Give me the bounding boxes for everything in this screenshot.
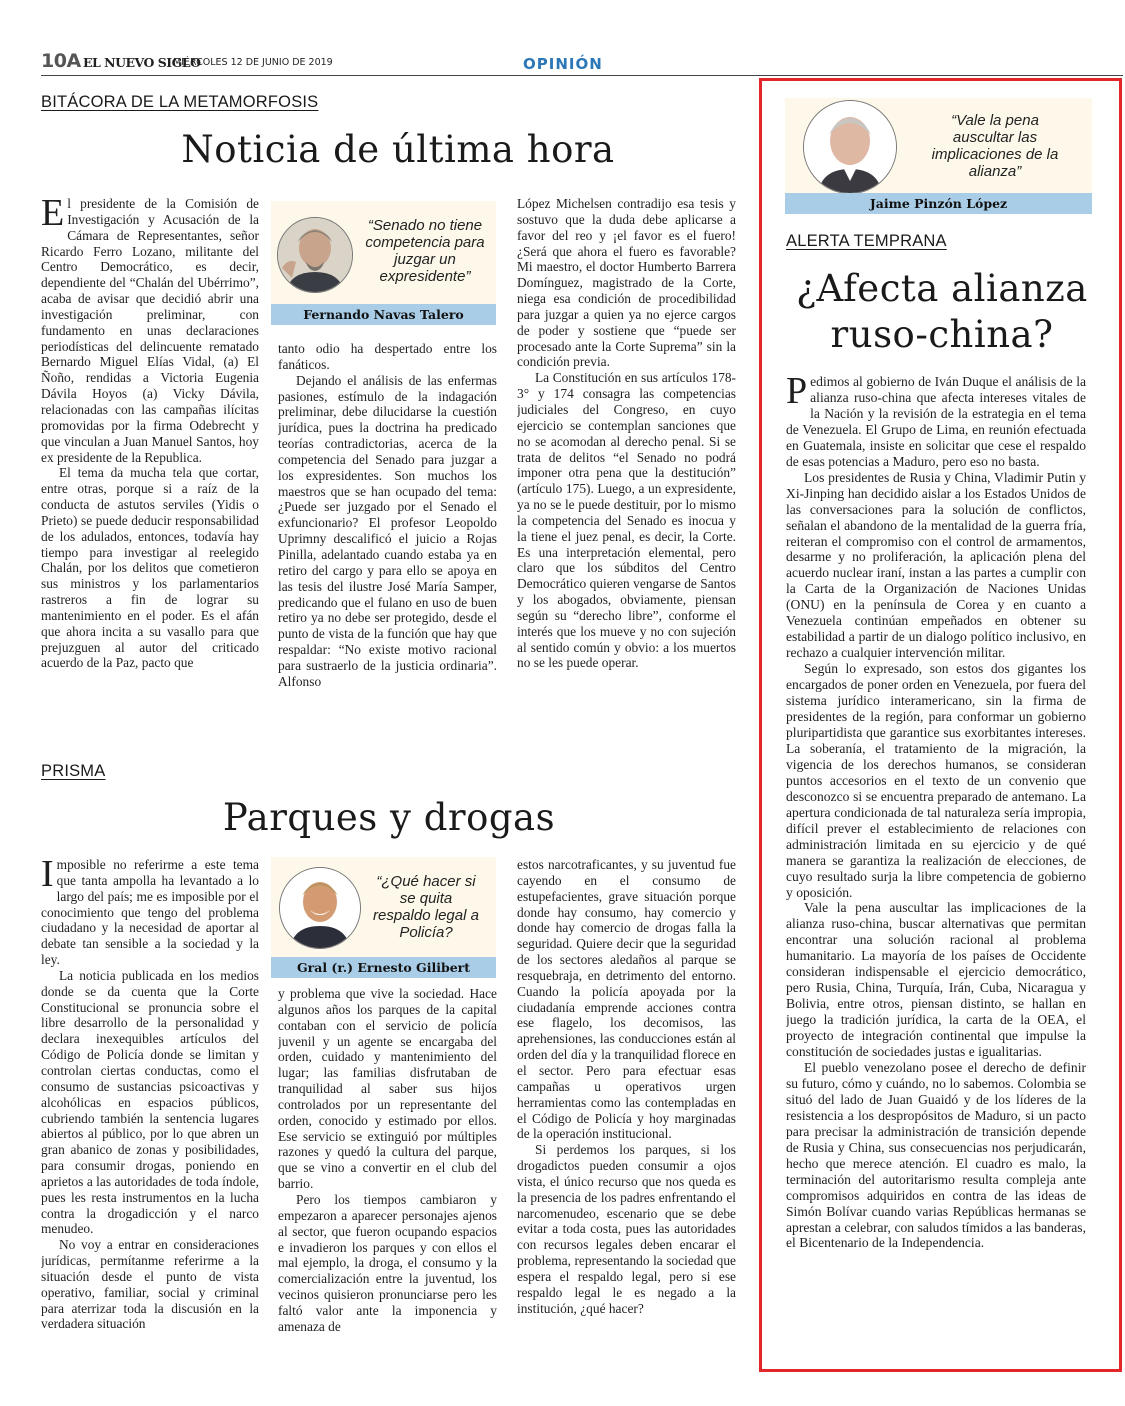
article1-kicker: BITÁCORA DE LA METAMORFOSIS xyxy=(41,93,319,111)
article3-paragraph: Según lo expresado, son estos dos gigantes los encargados de poner orden en Venezuela, por fuera del sistema jurídico interamericano, sin la firma de presidentes de la región, para conformar un gobierno pluripartidista que garantice sus exorbitantes intereses. La soberanía, el tratamiento de la migración, la vigencia de los derechos humanos, se consideran puntos accesorios en el texto de un convenio que desconozco si se encuentra preparado de antemano. La apertura condicionada de tal naturaleza sería impropia, difícil prever el establecimiento de relaciones con administración limitada en su ejercicio y de qué manera se garantiza la realización de elecciones, de cuyo resultado surja la libre competencia de gobierno y oposición. xyxy=(786,661,1086,900)
article2-author-name: Gral (r.) Ernesto Gilibert xyxy=(271,957,496,978)
article2-pull-quote: “¿Qué hacer si se quita respaldo legal a Policía? xyxy=(373,873,479,941)
page-number: 10A xyxy=(41,50,81,72)
author-portrait-image xyxy=(278,218,352,292)
article1-col1-paragraph: El tema da mucha tela que cortar, entre otras, porque si a raíz de la conducta de astutos serviles (Yidis o Prieto) se puede deducir responsabilidad de los adulados, entonces, todavía hay tiempo para investigar al reelegido Chalán, por los delitos que cometieron sus ministros y los parlamentarios rastreros a fin de lograr su mantenimiento en el poder. Es el afán que ahora incita a su vasallo para que prejuzguen al autor del criticado acuerdo de la Paz, pacto que xyxy=(41,465,259,671)
dropcap: I xyxy=(41,857,54,895)
dropcap: E xyxy=(41,196,65,234)
article2-col3-paragraph: Si perdemos los parques, si los drogadictos pueden consumir a ojos vista, el único recurso que nos queda es la presencia de los padres enfrentando el narcomenudeo, escenario que se debe evitar a toda costa, pues las autoridades con recursos legales deben encarar el problema, representando la sociedad que espera el respaldo legal, pero si ese respaldo legal le es negado a la institución, ¿qué hacer? xyxy=(517,1142,736,1316)
article2-col1-paragraph: No voy a entrar en consideraciones jurídicas, permítanme referirme a la situación desde el punto de vista operativo, familiar, social y criminal para aterrizar toda la discusión en la verdadera situación xyxy=(41,1237,259,1332)
article3-paragraph: El pueblo venezolano posee el derecho de definir su futuro, cómo y cuándo, no lo sabemos. Colombia se situó del lado de Juan Guaidó y de los líderes de la resistencia a los despropósitos de Maduro, si un pacto para precisar la administración de transición depende de Rusia y China, sus consecuencias nos perjudicarán, hecho que merece atención. El cuadro es malo, la terminación del autoritarismo resulta compleja ante compromisos adquiridos en contra de las ideas de Simón Bolívar cuando varias Repúblicas hermanas se aprestan a celebrar, con saludos tímidos a las banderas, el Bicentenario de la Independencia. xyxy=(786,1059,1086,1251)
article3-author-box xyxy=(785,98,1092,214)
article1-column-3 xyxy=(517,196,736,690)
article2-column-2 xyxy=(278,986,497,1352)
article1-author-box xyxy=(271,201,496,325)
newspaper-name: EL NUEVO SIGLO xyxy=(83,55,201,70)
article1-col3-paragraph: López Michelsen contradijo esa tesis y sostuvo que la duda debe aplicarse a favor del reo y ¡el favor es el fuero! ¿Será que ahora el fuero es favorable? Mi maestro, el doctor Humberto Barrera Domínguez, magistrado de la Corte, niega esa condición de procedibilidad para juzgar a quien ya no ejerce cargos de poder y sostiene que “puede ser procesado ante la Corte Suprema” sin la condición previa. xyxy=(517,196,736,370)
article2-col2-paragraph: Pero los tiempos cambiaron y empezaron a aparecer personajes ajenos al sector, que fueron ocupando espacios e invadieron los parques y con ellos el mal ejemplo, la droga, el consumo y la comercialización entre la juventud, los vecinos quisieron pronunciarse pero les faltó valor ante la imponencia y amenaza de xyxy=(278,1191,497,1334)
article3-paragraph: Pedimos al gobierno de Iván Duque el análisis de la alianza ruso-china que afecta intereses vitales de la Nación y la revisión de la estrategia en el tema de Venezuela. El Grupo de Lima, en reunión efectuada en Guatemala, insiste en solicitar que cese el respaldo de esas potencias a Maduro, pero eso no basta. xyxy=(786,374,1086,469)
article1-col3-paragraph: La Constitución en sus artículos 178-3° y 174 consagra las competencias judiciales del Congreso, en cuyo ejercicio se contemplan sanciones que no se acomodan al derecho penal. Si se trata de delitos “el Senado no podrá imponer otra pena que la destitución” (artículo 175). Luego, a un expresidente, ya no se le puede destituir, por lo mismo la competencia del Senado es inocua y la tiene el juez penal, es decir, la Corte. Es una interpretación elemental, pero claro que los súbditos del Centro Democrático quieren vengarse de Santos y los abogados, obviamente, piensan según su “derecho libre”, conforme el interés que los mueve y no con sujeción al sentido común y obvio: a los muertos no se les puede operar. xyxy=(517,370,736,671)
article2-column-3 xyxy=(517,857,736,1352)
article1-title: Noticia de última hora xyxy=(181,128,615,171)
section-name: OPINIÓN xyxy=(523,55,603,73)
article1-pull-quote: “Senado no tiene competencia para juzgar un expresidente” xyxy=(365,217,485,285)
header-rule xyxy=(41,75,1123,76)
article3-title-line: ruso-china? xyxy=(830,313,1054,356)
article1-col1-paragraph: El presidente de la Comisión de Investigación y Acusación de la Cámara de Representantes, señor Ricardo Ferro Lozano, militante del Centro Democrático, es decir, dependiente del “Chalán del Ubérrimo”, acaba de avisar que decidió abrir una investigación preliminar, con fundamento en unas declaraciones periodísticas del delincuente rematado Bernardo Miguel Elías Vidal, (a) El Ñoño, rendidas a Victoria Eugenia Dávila Hoyos (a) Vicky Dávila, relacionadas con las campañas ilícitas promovidas por la firma Odebrecht y que vinculan a Juan Manuel Santos, hoy ex presidente de la Republica. xyxy=(41,196,259,465)
article1-author-name: Fernando Navas Talero xyxy=(271,304,496,325)
dropcap: P xyxy=(786,374,808,412)
article2-kicker: PRISMA xyxy=(41,762,106,780)
article3-paragraph: Vale la pena auscultar las implicaciones de la alianza ruso-china, buscar alternativas que permitan encontrar una solución racional al problema humanitario. La mayoría de los países de Occidente consideran indispensable el ejercicio democrático, pero Rusia, China, Turquía, Irán, Cuba, Nicaragua y Bolivia, entre otros, piensan distinto, se hallan en juego la tradición jurídica, la carta de la OEA, el proyecto de integración continental que impulse la constitución de sociedades justas e igualitarias. xyxy=(786,900,1086,1060)
article3-author-name: Jaime Pinzón López xyxy=(785,193,1092,214)
article1-col2-paragraph: tanto odio ha despertado entre los fanáticos. xyxy=(278,341,497,372)
author-portrait xyxy=(277,217,353,293)
article2-col1-paragraph: Imposible no referirme a este tema que tanta ampolla ha levantado a lo largo del país; me es imposible por el conocimiento que tengo del problema ciudadano y la necesidad de aportar al debate tan sensible a la sociedad y la ley. xyxy=(41,857,259,968)
article3-kicker: ALERTA TEMPRANA xyxy=(786,232,947,250)
article2-col3-paragraph: estos narcotraficantes, y su juventud fue cayendo en el consumo de estupefacientes, grave situación porque donde hay consumo, hay comercio y donde hay comercio de drogas falla la seguridad. Quiere decir que la seguridad de los sectores aledaños al parque se resquebraja, en detrimento del entorno. Cuando la policía apoyada por la ciudadanía emprende acciones contra ese flagelo, los decomisos, las aprehensiones, las conducciones están al orden del día y la tranquilidad florece en el sector. Pero para efectuar esas campañas u operativos urgen herramientas como las contempladas en el Código de Policía y hoy marginadas de la operación institucional. xyxy=(517,857,736,1142)
author-portrait xyxy=(279,867,361,949)
article2-column-1 xyxy=(41,857,259,1351)
article1-column-1 xyxy=(41,196,259,690)
article3-title xyxy=(776,266,1108,358)
article2-col1-paragraph: La noticia publicada en los medios donde se da cuenta que la Corte Constitucional se pronuncia sobre el libre desarrollo de la personalidad y declara inexequibles artículos del Código de Policía donde se limitan y controlan ciertas conductas, como el consumo de sustancias psicoactivas y alcohólicas en espacios públicos, cubriendo también la sentencia lugares abiertos al público, por lo que abren un gran abanico de zonas y posibilidades, para consumir drogas, poniendo en aprietos a las autoridades de toda índole, pues les resta instrumentos en la lucha contra la drogadicción y el narco menudeo. xyxy=(41,967,259,1237)
article1-col2-paragraph: Dejando el análisis de las enfermas pasiones, estímulo de la indagación preliminar, debe dilucidarse la cuestión jurídica, pues la doctrina ha predicado teorías contradictorias, acerca de la competencia del Senado para juzgar a los expresidentes. Son muchos los maestros que se han ocupado del tema: ¿Puede ser juzgado por el Senado el exfuncionario? El profesor Leopoldo Uprimny descalificó el juicio a Rojas Pinilla, adelantado cuando estaba ya en retiro del cargo y para ello se apoya en las tesis del ilustre José María Samper, predicando que el fulano en uso de buen retiro ya no debe ser protegido, desde el punto de vista de la función que hay que respaldar: “No existe motivo racional para sustraerlo de la justicia ordinaria”. Alfonso xyxy=(278,372,497,689)
article3-pull-quote: “Vale la pena auscultar las implicaciones de la alianza” xyxy=(931,112,1059,180)
article3-paragraph: Los presidentes de Rusia y China, Vladimir Putin y Xi-Jinping han decidido aislar a los Estados Unidos de las conversaciones para la solución de conflictos, señalan el abandono de la mentalidad de la guerra fría, reiteran el compromiso con el control de armamentos, desarme y no proliferación, la aplicación plena del acuerdo nuclear iraní, instan a las partes a cumplir con la Carta de la Organización de Naciones Unidas (ONU) en la península de Corea y en cuanto a Venezuela continúan empeñados en obtener su estabilidad a partir de un dialogo político inclusivo, en rechazo a cualquier intervención militar. xyxy=(786,469,1086,661)
article3-column xyxy=(786,374,1086,1346)
author-portrait xyxy=(803,100,897,194)
author-portrait-image xyxy=(280,868,360,948)
author-portrait-image xyxy=(804,101,896,193)
article2-title: Parques y drogas xyxy=(222,796,556,839)
article2-col2-paragraph: y problema que vive la sociedad. Hace algunos años los parques de la capital contaban con el servicio de policía juvenil y un agente se encargaba del orden, cuidado y mantenimiento del lugar; las familias disfrutaban de tranquilidad al saber sus hijos controlados por un representante del orden, conocido y estimado por ellos. Ese servicio se extinguió por múltiples razones y quedó la cultura del parque, que se vino a convertir en el club del barrio. xyxy=(278,986,497,1192)
article2-author-box xyxy=(271,857,496,978)
article1-column-2 xyxy=(278,341,497,690)
article3-title-line: ¿Afecta alianza xyxy=(796,267,1088,310)
issue-date: MIÉRCOLES 12 DE JUNIO DE 2019 xyxy=(173,57,333,68)
